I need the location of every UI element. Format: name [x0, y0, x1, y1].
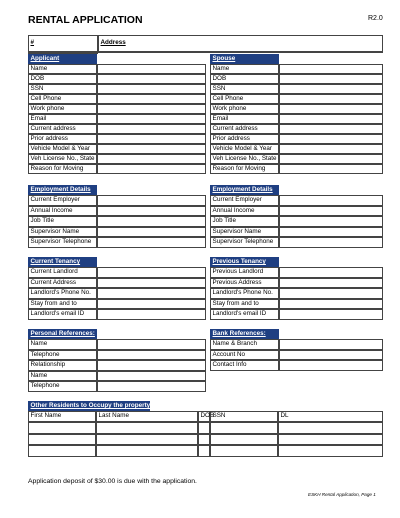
current-tenancy-field-input[interactable] — [97, 267, 206, 278]
current-tenancy-field-label: Landlord's email ID — [28, 309, 97, 320]
applicant-field-input[interactable] — [97, 114, 206, 124]
spouse-field-input[interactable] — [279, 74, 383, 84]
employment-left-field-input[interactable] — [97, 206, 206, 217]
spouse-field-label: DOB — [210, 74, 279, 84]
applicant-field-label: DOB — [28, 74, 97, 84]
applicant-field-input[interactable] — [97, 64, 206, 74]
number-label: # — [28, 35, 98, 52]
previous-tenancy-header: Previous Tenancy — [210, 257, 279, 267]
employment-left-field-label: Current Employer — [28, 195, 97, 206]
revision-label: R2.0 — [368, 15, 383, 22]
current-tenancy-field-input[interactable] — [97, 309, 206, 320]
residents-cell-input[interactable] — [28, 445, 96, 457]
current-tenancy-field-input[interactable] — [97, 278, 206, 289]
employment-right-field-input[interactable] — [279, 206, 383, 217]
residents-cell-input[interactable] — [96, 422, 198, 434]
personal-refs-field-label: Relationship — [28, 360, 97, 371]
previous-tenancy-field-label: Previous Landlord — [210, 267, 279, 278]
applicant-field-input[interactable] — [97, 94, 206, 104]
residents-cell-input[interactable] — [28, 422, 96, 434]
previous-tenancy-field-label: Stay from and to — [210, 299, 279, 310]
applicant-field-label: Cell Phone — [28, 94, 97, 104]
personal-refs-field-label: Name — [28, 371, 97, 382]
applicant-field-input[interactable] — [97, 144, 206, 154]
residents-column-header: First Name — [28, 411, 96, 422]
personal-refs-field-input[interactable] — [97, 381, 206, 392]
bank-refs-field-input[interactable] — [279, 350, 383, 361]
applicant-field-label: Prior address — [28, 134, 97, 144]
current-tenancy-header: Current Tenancy — [28, 257, 97, 267]
page-footer-label: ESKH Rental Application, Page 1 — [308, 492, 376, 497]
spouse-field-label: SSN — [210, 84, 279, 94]
residents-cell-input[interactable] — [278, 434, 383, 446]
residents-column-header: DOB — [198, 411, 210, 422]
spouse-field-input[interactable] — [279, 124, 383, 134]
current-tenancy-field-input[interactable] — [97, 288, 206, 299]
applicant-field-label: SSN — [28, 84, 97, 94]
bank-refs-header: Bank References: — [210, 329, 279, 339]
residents-column-header: SSN — [210, 411, 278, 422]
residents-cell-input[interactable] — [96, 434, 198, 446]
residents-cell-input[interactable] — [28, 434, 96, 446]
employment-right-field-input[interactable] — [279, 216, 383, 227]
spouse-field-label: Name — [210, 64, 279, 74]
spouse-field-label: Email — [210, 114, 279, 124]
employment-right-field-label: Annual Income — [210, 206, 279, 217]
spouse-field-input[interactable] — [279, 104, 383, 114]
spouse-field-label: Current address — [210, 124, 279, 134]
employment-right-field-input[interactable] — [279, 227, 383, 238]
applicant-field-label: Vehicle Model & Year — [28, 144, 97, 154]
residents-column-header: DL — [278, 411, 383, 422]
residents-header: Other Residents to Occupy the property — [28, 401, 150, 411]
current-tenancy-field-label: Current Address — [28, 278, 97, 289]
spouse-field-input[interactable] — [279, 154, 383, 164]
spouse-field-input[interactable] — [279, 94, 383, 104]
applicant-field-label: Reason for Moving — [28, 164, 97, 174]
residents-cell-input[interactable] — [278, 445, 383, 457]
current-tenancy-field-input[interactable] — [97, 299, 206, 310]
employment-right-field-label: Current Employer — [210, 195, 279, 206]
residents-cell-input[interactable] — [96, 445, 198, 457]
personal-refs-field-input[interactable] — [97, 360, 206, 371]
current-tenancy-field-label: Stay from and to — [28, 299, 97, 310]
previous-tenancy-field-label: Landlord's email ID — [210, 309, 279, 320]
employment-right-field-input[interactable] — [279, 237, 383, 248]
personal-refs-field-label: Name — [28, 339, 97, 350]
applicant-field-input[interactable] — [97, 124, 206, 134]
residents-cell-input[interactable] — [210, 422, 278, 434]
employment-left-field-label: Job Title — [28, 216, 97, 227]
previous-tenancy-field-label: Previous Address — [210, 278, 279, 289]
personal-refs-field-input[interactable] — [97, 350, 206, 361]
residents-cell-input[interactable] — [198, 422, 210, 434]
spouse-field-label: Prior address — [210, 134, 279, 144]
applicant-header: Applicant — [28, 54, 97, 64]
spouse-field-label: Reason for Moving — [210, 164, 279, 174]
applicant-field-input[interactable] — [97, 104, 206, 114]
residents-cell-input[interactable] — [198, 445, 210, 457]
applicant-field-input[interactable] — [97, 74, 206, 84]
residents-cell-input[interactable] — [278, 422, 383, 434]
form-title: RENTAL APPLICATION — [28, 14, 143, 26]
current-tenancy-field-label: Landlord's Phone No. — [28, 288, 97, 299]
applicant-field-label: Work phone — [28, 104, 97, 114]
personal-refs-field-label: Telephone — [28, 381, 97, 392]
applicant-field-input[interactable] — [97, 154, 206, 164]
previous-tenancy-field-label: Landlord's Phone No. — [210, 288, 279, 299]
employment-left-header: Employment Details — [28, 185, 97, 195]
previous-tenancy-field-input[interactable] — [279, 267, 383, 278]
address-entry-field[interactable] — [28, 40, 383, 53]
spouse-field-input[interactable] — [279, 84, 383, 94]
residents-column-header: Last Name — [96, 411, 198, 422]
personal-refs-field-label: Telephone — [28, 350, 97, 361]
employment-right-field-label: Job Title — [210, 216, 279, 227]
personal-refs-field-input[interactable] — [97, 339, 206, 350]
employment-right-field-label: Supervisor Name — [210, 227, 279, 238]
spouse-header: Spouse — [210, 54, 279, 64]
applicant-field-input[interactable] — [97, 134, 206, 144]
employment-left-field-input[interactable] — [97, 237, 206, 248]
bank-refs-field-label: Name & Branch — [210, 339, 279, 350]
employment-left-field-input[interactable] — [97, 216, 206, 227]
current-tenancy-field-label: Current Landlord — [28, 267, 97, 278]
spouse-field-input[interactable] — [279, 164, 383, 174]
bank-refs-field-input[interactable] — [279, 339, 383, 350]
previous-tenancy-field-input[interactable] — [279, 299, 383, 310]
employment-left-field-label: Supervisor Telephone — [28, 237, 97, 248]
spouse-field-label: Vehicle Model & Year — [210, 144, 279, 154]
bank-refs-field-label: Contact Info — [210, 360, 279, 371]
applicant-field-label: Current address — [28, 124, 97, 134]
applicant-field-label: Email — [28, 114, 97, 124]
employment-left-field-input[interactable] — [97, 227, 206, 238]
residents-cell-input[interactable] — [210, 445, 278, 457]
spouse-field-label: Work phone — [210, 104, 279, 114]
address-label: Address — [98, 35, 383, 52]
applicant-field-input[interactable] — [97, 84, 206, 94]
bank-refs-field-input[interactable] — [279, 360, 383, 371]
personal-refs-header: Personal References: — [28, 329, 97, 339]
spouse-field-label: Cell Phone — [210, 94, 279, 104]
applicant-field-label: Name — [28, 64, 97, 74]
employment-left-field-input[interactable] — [97, 195, 206, 206]
previous-tenancy-field-input[interactable] — [279, 288, 383, 299]
deposit-note: Application deposit of $30.00 is due with the application. — [28, 478, 197, 485]
spouse-field-input[interactable] — [279, 144, 383, 154]
employment-left-field-label: Supervisor Name — [28, 227, 97, 238]
bank-refs-field-label: Account No — [210, 350, 279, 361]
spouse-field-input[interactable] — [279, 114, 383, 124]
previous-tenancy-field-input[interactable] — [279, 278, 383, 289]
spouse-field-input[interactable] — [279, 134, 383, 144]
previous-tenancy-field-input[interactable] — [279, 309, 383, 320]
residents-cell-input[interactable] — [210, 434, 278, 446]
spouse-field-label: Veh License No., State — [210, 154, 279, 164]
employment-right-header: Employment Details — [210, 185, 279, 195]
spouse-field-input[interactable] — [279, 64, 383, 74]
employment-right-field-input[interactable] — [279, 195, 383, 206]
applicant-field-label: Veh License No., State — [28, 154, 97, 164]
employment-right-field-label: Supervisor Telephone — [210, 237, 279, 248]
employment-left-field-label: Annual Income — [28, 206, 97, 217]
residents-cell-input[interactable] — [198, 434, 210, 446]
applicant-field-input[interactable] — [97, 164, 206, 174]
personal-refs-field-input[interactable] — [97, 371, 206, 382]
